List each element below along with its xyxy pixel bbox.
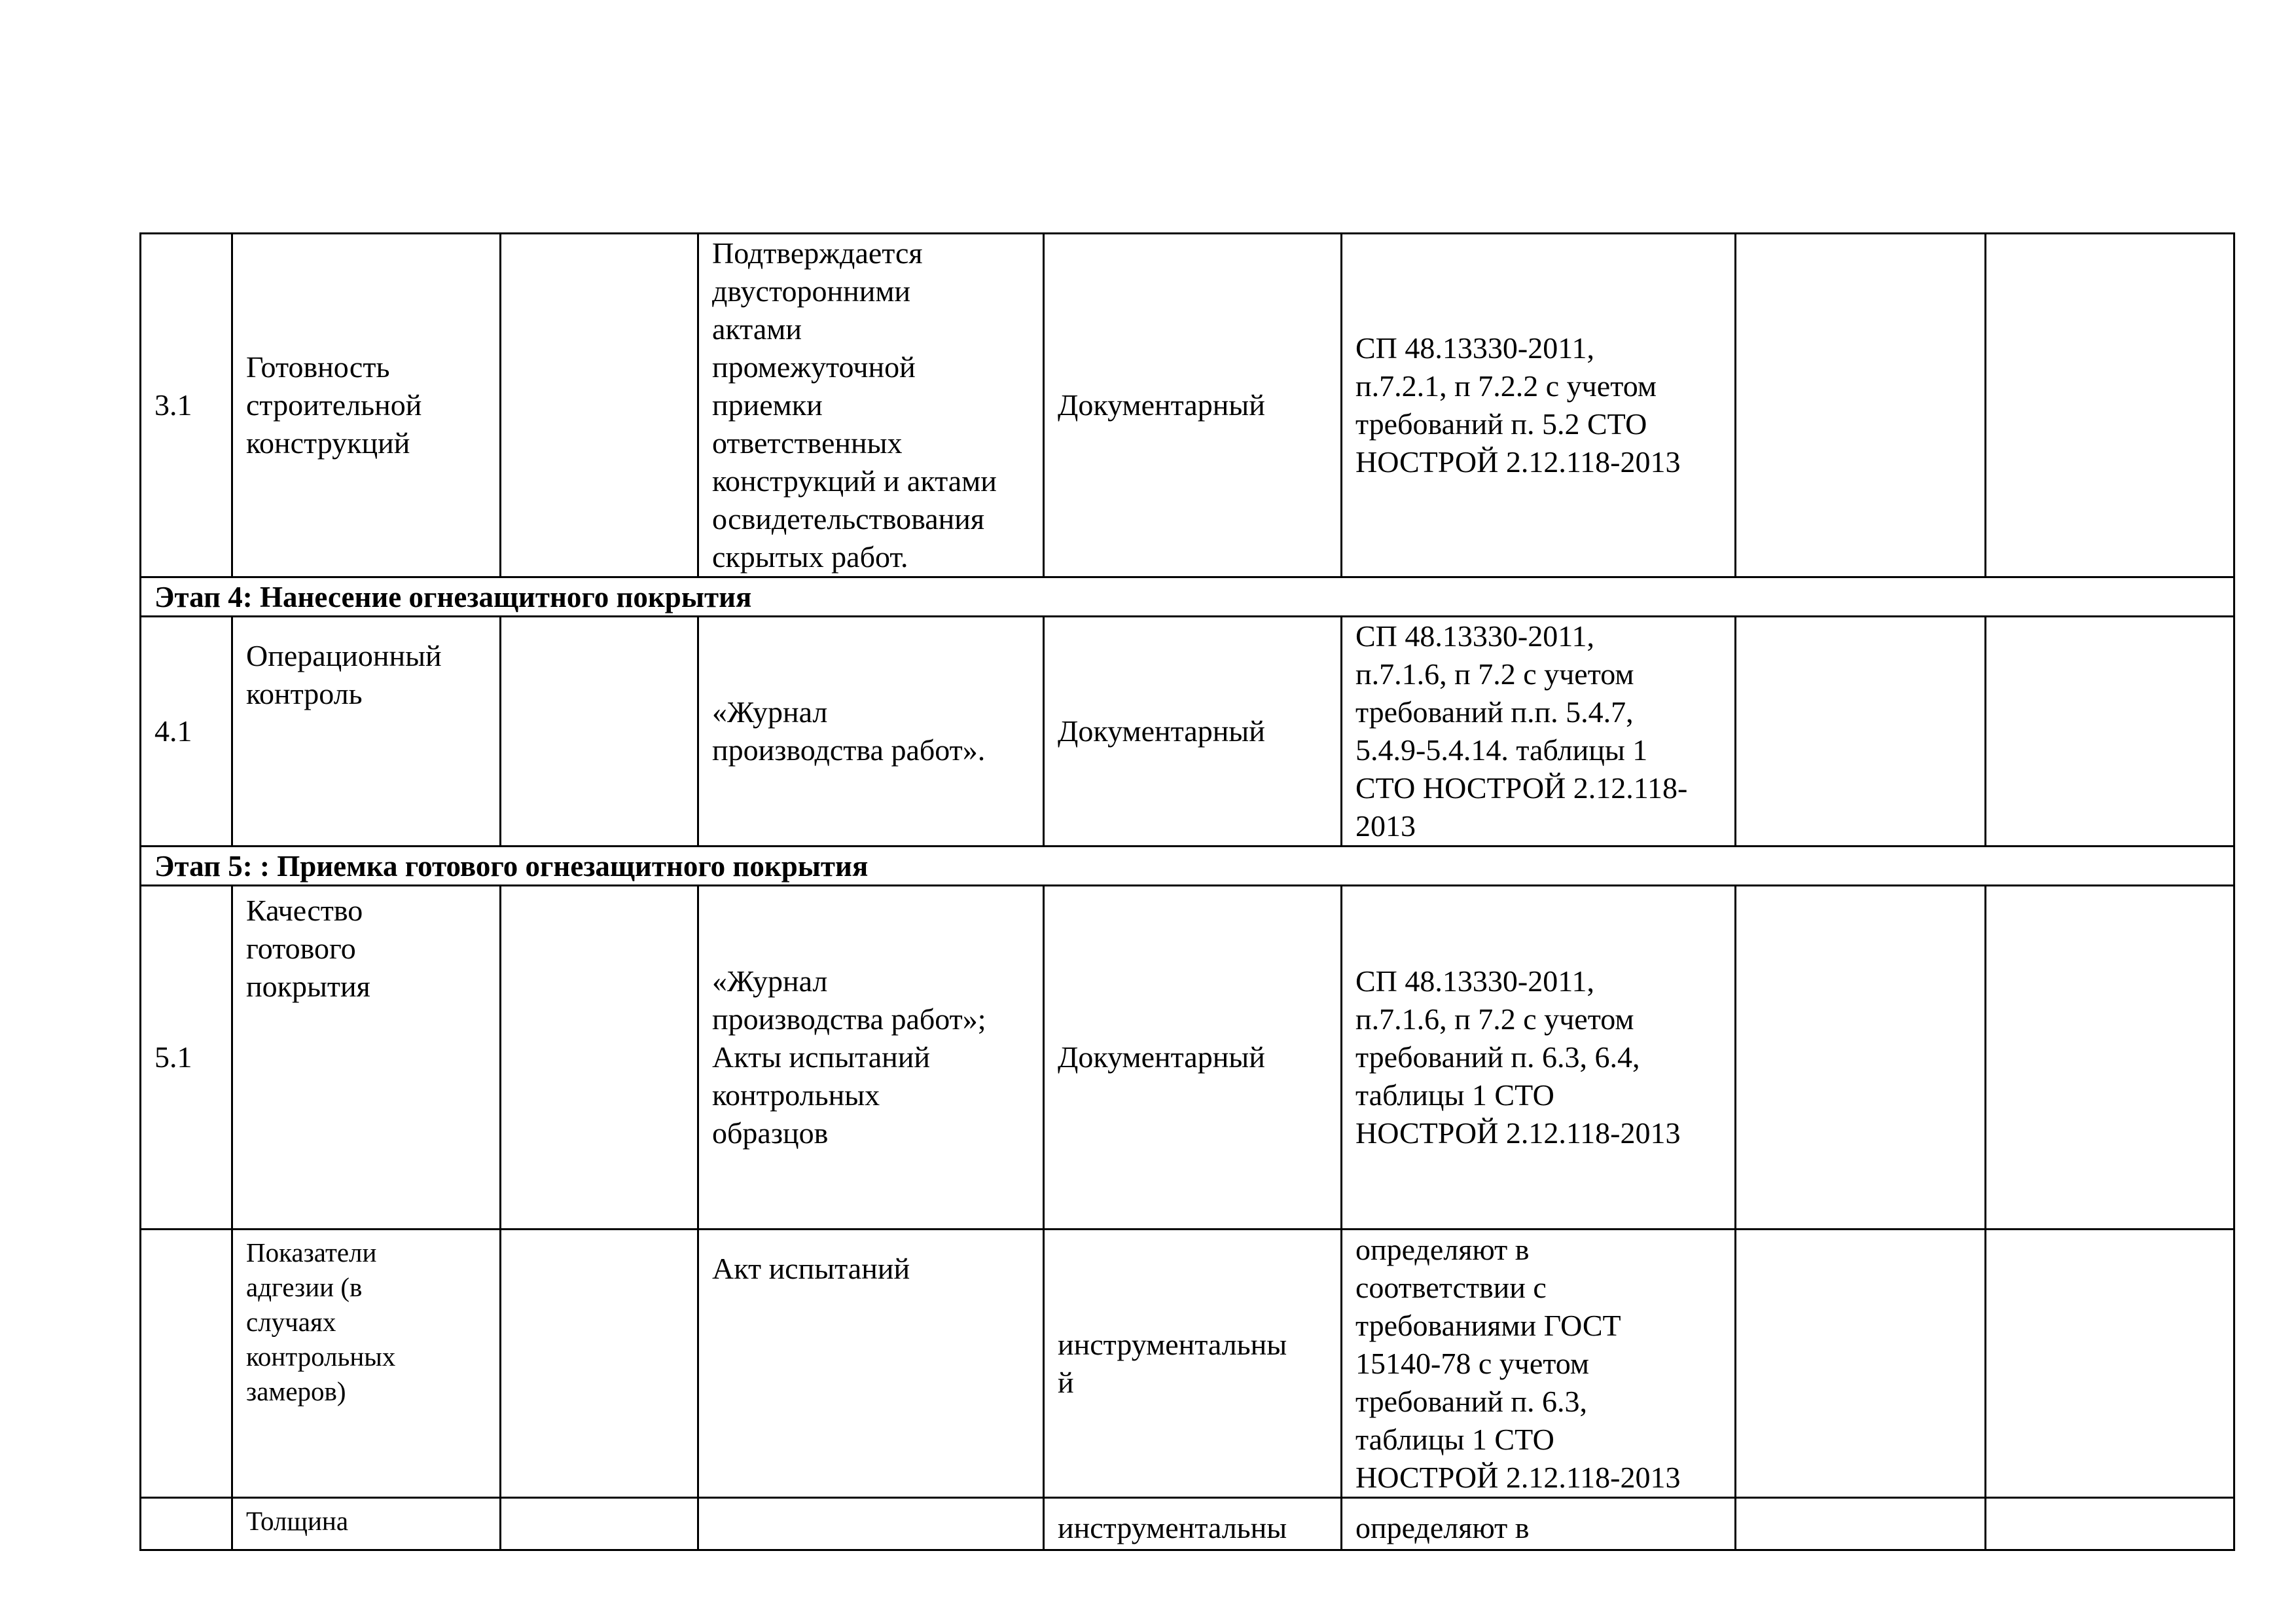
cell-empty <box>501 886 698 1230</box>
stage-heading: Этап 5: : Приемка готового огнезащитного покрытия <box>141 847 2234 886</box>
table-row-4-1 <box>141 617 2234 847</box>
cell-method: инструментальны й <box>1044 1230 1342 1498</box>
cell-control-object: Готовность строительной конструкций <box>232 234 501 577</box>
cell-empty <box>1986 234 2234 577</box>
cell-empty <box>698 1498 1044 1550</box>
cell-normative: СП 48.13330-2011, п.7.1.6, п 7.2 с учетом требований п. 6.3, 6.4, таблицы 1 СТО НОСТРОЙ 2.12.118-2013 <box>1342 886 1736 1230</box>
cell-documents: «Журнал производства работ»; Акты испытаний контрольных образцов <box>698 886 1044 1230</box>
cell-documents: Подтверждается двусторонними актами промежуточной приемки ответственных конструкций и актами освидетельствования скрытых работ. <box>698 234 1044 577</box>
cell-empty <box>501 1498 698 1550</box>
cell-empty <box>501 617 698 847</box>
cell-empty <box>1736 617 1986 847</box>
cell-empty <box>1736 1230 1986 1498</box>
cell-empty <box>1736 234 1986 577</box>
cell-method: Документарный <box>1044 886 1342 1230</box>
cell-number: 4.1 <box>141 617 232 847</box>
cell-empty <box>1986 1230 2234 1498</box>
cell-empty <box>501 1230 698 1498</box>
cell-normative: определяют в <box>1342 1498 1736 1550</box>
cell-normative: СП 48.13330-2011, п.7.1.6, п 7.2 с учетом требований п.п. 5.4.7, 5.4.9-5.4.14. таблицы 1 СТО НОСТРОЙ 2.12.118- 2013 <box>1342 617 1736 847</box>
cell-empty <box>141 1230 232 1498</box>
table-row-3-1 <box>141 234 2234 577</box>
stage-heading: Этап 4: Нанесение огнезащитного покрытия <box>141 577 2234 617</box>
cell-method: Документарный <box>1044 234 1342 577</box>
inspection-table <box>139 232 2235 1551</box>
cell-documents: «Журнал производства работ». <box>698 617 1044 847</box>
cell-control-object: Показатели адгезии (в случаях контрольных замеров) <box>232 1230 501 1498</box>
table-row-adhesion <box>141 1230 2234 1498</box>
stage-row-5 <box>141 847 2234 886</box>
cell-normative: определяют в соответствии с требованиями ГОСТ 15140-78 с учетом требований п. 6.3, таблицы 1 СТО НОСТРОЙ 2.12.118-2013 <box>1342 1230 1736 1498</box>
cell-control-object: Операционный контроль <box>232 617 501 847</box>
cell-empty <box>1736 886 1986 1230</box>
cell-empty <box>1736 1498 1986 1550</box>
cell-normative: СП 48.13330-2011, п.7.2.1, п 7.2.2 с учетом требований п. 5.2 СТО НОСТРОЙ 2.12.118-2013 <box>1342 234 1736 577</box>
cell-empty <box>1986 617 2234 847</box>
cell-documents: Акт испытаний <box>698 1230 1044 1498</box>
cell-empty <box>1986 1498 2234 1550</box>
table-row-thickness <box>141 1498 2234 1550</box>
cell-empty <box>501 234 698 577</box>
table-row-5-1 <box>141 886 2234 1230</box>
cell-empty <box>1986 886 2234 1230</box>
cell-method: инструментальны <box>1044 1498 1342 1550</box>
cell-empty <box>141 1498 232 1550</box>
cell-number: 3.1 <box>141 234 232 577</box>
cell-method: Документарный <box>1044 617 1342 847</box>
cell-number: 5.1 <box>141 886 232 1230</box>
cell-control-object: Качество готового покрытия <box>232 886 501 1230</box>
stage-row-4 <box>141 577 2234 617</box>
cell-control-object: Толщина <box>232 1498 501 1550</box>
